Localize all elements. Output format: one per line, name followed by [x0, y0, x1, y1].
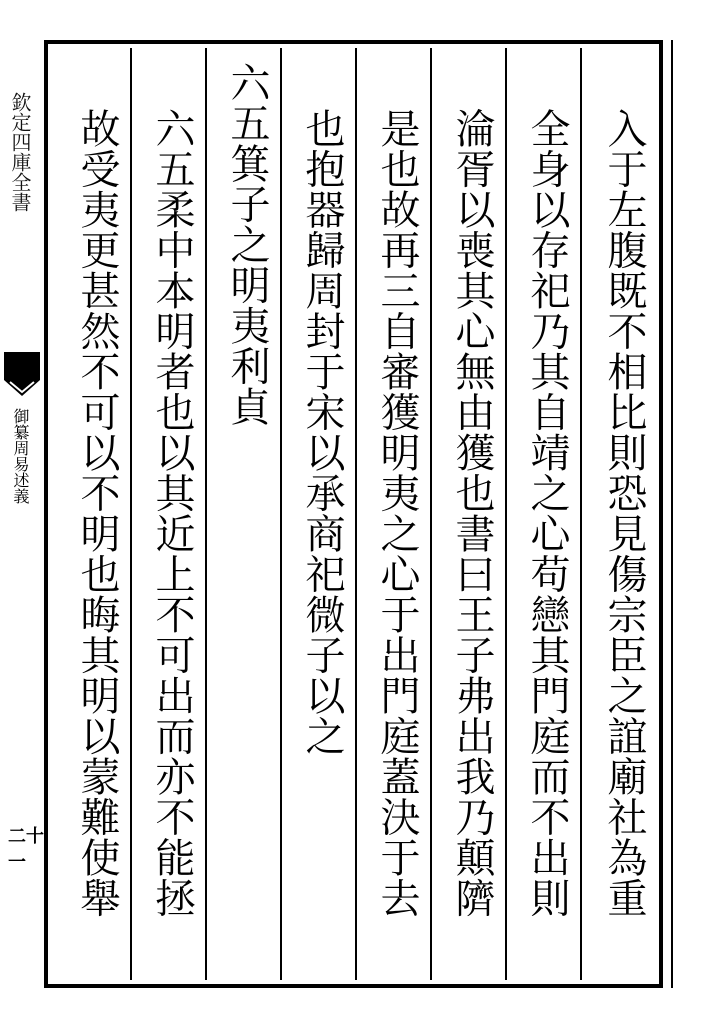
text-column-7: 六五柔中本明者也以其近上不可出而亦不能拯	[149, 108, 195, 918]
book-title: 御纂周易述義	[11, 408, 30, 504]
fish-tail-mark-icon	[4, 352, 40, 396]
text-column-5: 也抱器歸周封于宋以承商祀微子以之	[299, 108, 345, 756]
page-margin-strip	[0, 40, 44, 988]
text-column-2: 全身以存祀乃其自靖之心苟戀其門庭而不出則	[524, 108, 570, 918]
page-frame-right-rule	[671, 40, 673, 988]
collection-title: 欽定四庫全書	[8, 92, 32, 212]
page-number: 二十一	[8, 826, 44, 873]
text-column-4: 是也故再三自審獲明夷之心于出門庭蓋決于去	[374, 108, 420, 918]
text-column-1: 入于左腹既不相比則恐見傷宗臣之誼廟社為重	[601, 108, 647, 918]
text-column-6-heading: 六五箕子之明夷利貞	[224, 62, 270, 427]
text-column-8: 故受夷更甚然不可以不明也晦其明以蒙難使舉	[74, 108, 120, 918]
text-column-3: 淪胥以喪其心無由獲也書曰王子弗出我乃顛隮	[449, 108, 495, 918]
